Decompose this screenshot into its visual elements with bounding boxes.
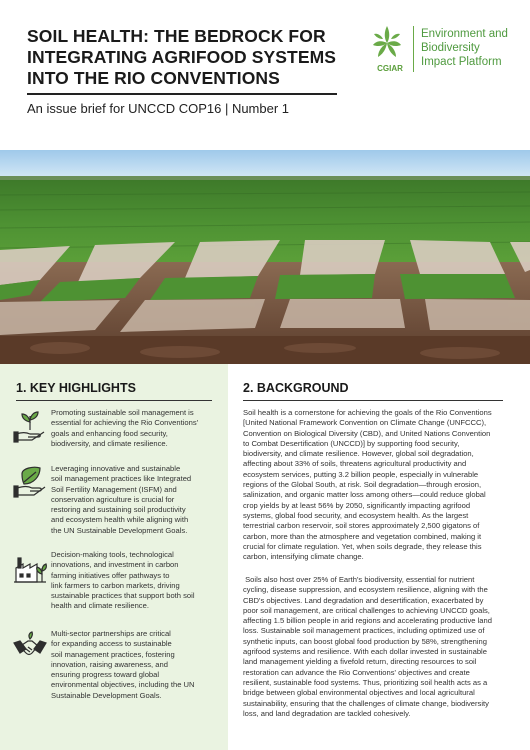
text-line: farming initiatives offer pathways to (51, 570, 170, 580)
section-divider (243, 400, 503, 401)
leaf-shield-icon (12, 464, 48, 500)
text-line: sustainability, ensuring that the challenges of climate change, biodiversity (243, 698, 489, 708)
text-line: Soils also host over 25% of Earth's biodiversity, essential for nutrient (243, 575, 475, 584)
section-divider (16, 400, 212, 401)
text-line: poor soil management, are critical challenges to achieving UNCCD goals, (243, 605, 490, 615)
crop-field-photo (0, 150, 530, 364)
text-line: agrifood systems and resilience. With each dollar invested in sustainable (243, 647, 487, 657)
text-line: land management yielding a fivefold return, directing resources to soil (243, 657, 477, 667)
text-line: Leveraging innovative and sustainable (51, 464, 181, 473)
text-line: Soil Fertility Management (ISFM) and (51, 484, 177, 494)
platform-name-line: Impact Platform (421, 56, 502, 68)
page-subtitle: An issue brief for UNCCD COP16 | Number 1 (27, 101, 290, 116)
text-line: loss, and land degradation are tackled cohesively. (243, 708, 411, 718)
title-line: SOIL HEALTH: THE BEDROCK FOR (27, 26, 326, 46)
text-line: synthetic inputs, can boost global food production by 58%, strengthening (243, 636, 488, 646)
text-line: CBD's objectives. Land degradation and desertification, exacerbated by (243, 595, 484, 605)
title-line: INTEGRATING AGRIFOOD SYSTEMS (27, 47, 337, 67)
text-line: conservation agriculture is crucial for (51, 494, 175, 504)
platform-name (421, 27, 530, 69)
text-line: Convention on Biological Diversity (CBD), and United Nations Convention (243, 428, 491, 438)
text-line: innovations, and investment in carbon (51, 560, 179, 570)
cgiar-logo (370, 24, 520, 74)
text-line: crucial for climate regulation. Yet, when soils degrade, they release this (243, 541, 482, 551)
text-line: regions of the Global South, at risk. Soil degradation—through erosion, (243, 480, 482, 490)
platform-name-line: Biodiversity (421, 42, 480, 54)
text-line: terrestrial carbon reservoir, soil stores approximately 2,500 gigatons of (243, 521, 480, 531)
text-line: the UN Sustainable Development Goals. (51, 525, 188, 535)
logo-divider (413, 26, 414, 72)
text-line: Decision-making tools, technological (51, 550, 174, 559)
text-line: [United National Framework Convention on Climate Change (UNFCCC), (243, 418, 487, 428)
factory-plant-icon (12, 550, 48, 586)
text-line: biodiversity, and climate resilience. However, global soil degradation, (243, 449, 474, 459)
section-heading: 1. KEY HIGHLIGHTS (16, 381, 136, 395)
text-line: soil management practices, fostering (51, 649, 175, 659)
text-line: cycling, disease suppression, and ecosystem resilience, aligning with the (243, 585, 488, 595)
key-highlights-panel (0, 364, 228, 750)
text-line: salinization, and organic matter loss among others—could reduce global (243, 490, 486, 500)
text-line: essential for achieving the Rio Conventions' (51, 418, 199, 428)
title-divider (27, 93, 337, 95)
text-line: for expanding access to sustainable (51, 639, 172, 649)
background-paragraph (243, 575, 507, 719)
text-line: Sustainable Development Goals. (51, 690, 162, 700)
page-title (27, 26, 347, 89)
highlight-text (51, 550, 229, 612)
cgiar-wordmark: CGIAR (377, 64, 403, 73)
text-line: to Combat Desertification (UNCCD)] by supporting food security, (243, 438, 460, 448)
text-line: health and climate resilience. (51, 601, 149, 611)
platform-name-line: Environment and (421, 28, 508, 40)
highlight-text (51, 629, 229, 701)
text-line: affecting 1.5 billion people in arid regions and accelerating productive land (243, 616, 492, 626)
text-line: soil management practices like Integrated (51, 474, 192, 484)
highlight-text (51, 464, 229, 536)
handshake-icon (12, 629, 48, 665)
highlight-text (51, 408, 229, 449)
title-line: INTO THE RIO CONVENTIONS (27, 68, 280, 88)
text-line: ensuring progress toward global (51, 670, 160, 680)
section-heading: 2. BACKGROUND (243, 381, 349, 395)
text-line: Multi-sector partnerships are critical (51, 629, 171, 638)
text-line: environmental objectives, including the UN (51, 680, 195, 690)
text-line: affecting about 33% of soils, threatens agricultural productivity and (243, 459, 467, 469)
text-line: bridge between global environmental objectives and local agricultural (243, 688, 475, 698)
text-line: and ecosystem health while aligning with (51, 515, 189, 525)
text-line: resilient, sustainable food systems. Thus, prioritizing soil health acts as a (243, 677, 488, 687)
text-line: goals and enhancing food security, (51, 428, 168, 438)
text-line: ecosystem services, putting 3.2 billion people, especially in vulnerable (243, 469, 479, 479)
text-line: crop yields by at least 56% by 2050, significantly impacting agrifood (243, 500, 471, 510)
text-line: Soil health is a cornerstone for achieving the goals of the Rio Conventions (243, 408, 492, 417)
cgiar-leaf-icon (370, 24, 404, 62)
text-line: restoration can advance the Rio Conventions' objectives and create (243, 667, 470, 677)
text-line: sustainable practices that support both soil (51, 591, 195, 601)
text-line: loss. Sustainable soil management practices, including optimized use of (243, 626, 485, 636)
background-paragraph (243, 408, 507, 562)
text-line: biodiversity, and climate resilience. (51, 438, 168, 448)
text-line: systems, global food security, and ecosystem health. As the largest (243, 510, 469, 520)
text-line: carbon, more than the atmosphere and vegetation combined, making it (243, 531, 482, 541)
text-line: restoring and sustaining soil productivity (51, 505, 186, 515)
text-line: link farmers to carbon markets, driving (51, 580, 180, 590)
text-line: innovation, raising awareness, and (51, 659, 168, 669)
plant-hand-icon (12, 408, 48, 444)
text-line: carbon, intensifying climate change. (243, 552, 364, 562)
text-line: Promoting sustainable soil management is (51, 408, 194, 417)
